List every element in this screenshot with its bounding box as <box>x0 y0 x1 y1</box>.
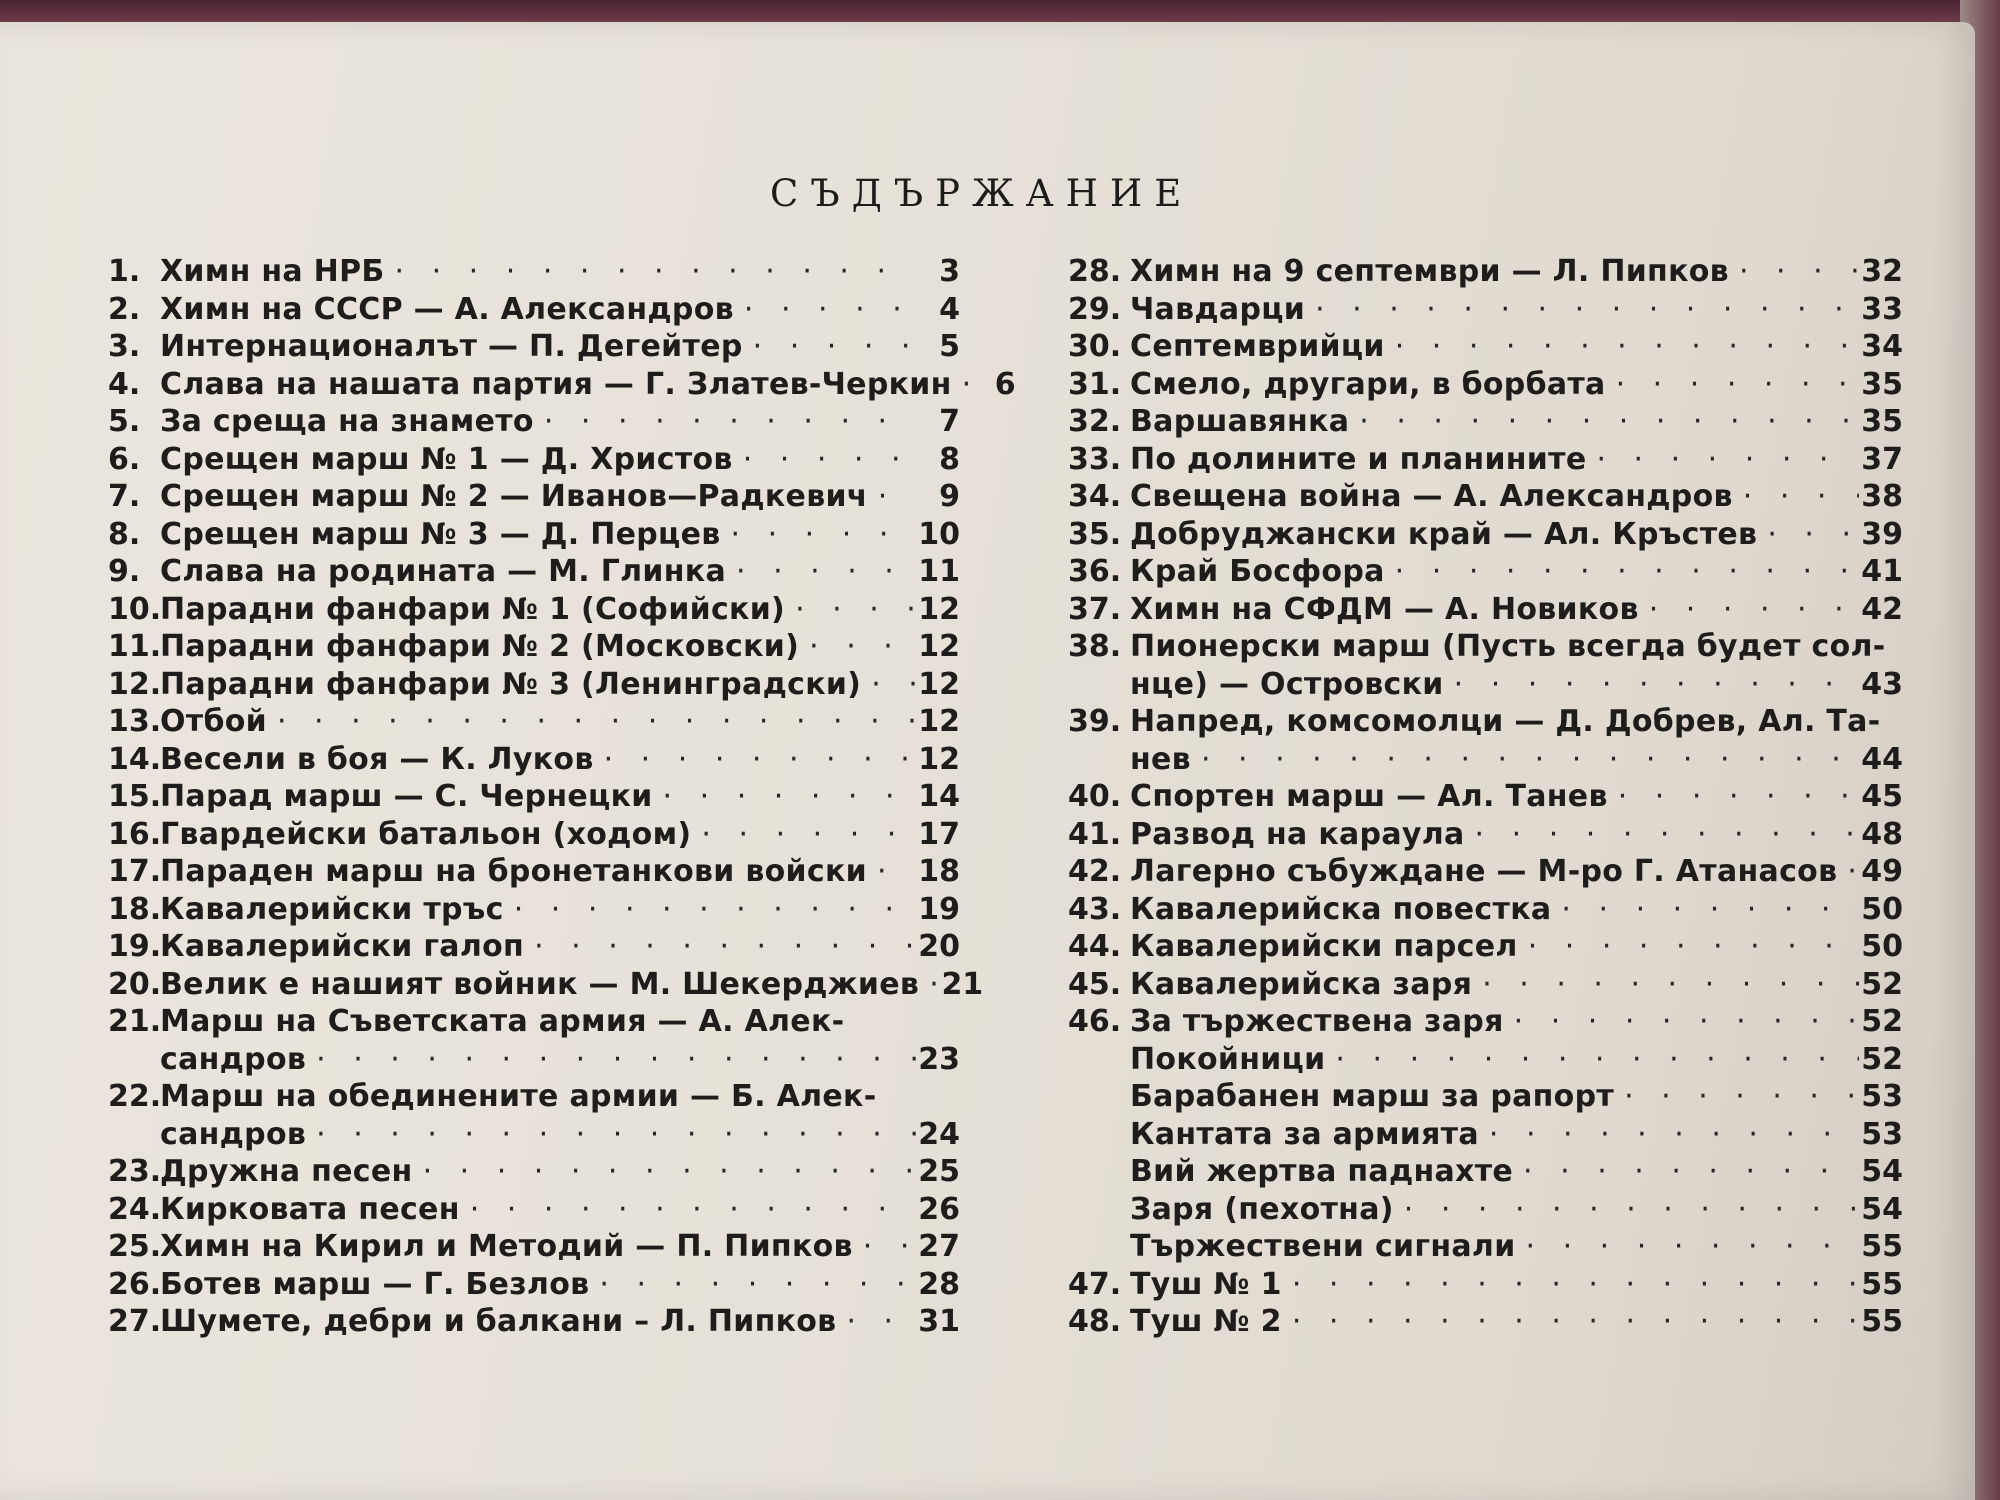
entry-number: 43. <box>1068 891 1122 927</box>
entry-page-number: 45 <box>1861 779 1903 814</box>
dot-leader <box>1516 1228 1859 1266</box>
contents-entry <box>108 666 960 704</box>
entry-page-number: 12 <box>918 704 960 739</box>
entry-page-number: 27 <box>918 1229 960 1264</box>
entry-page-number: 19 <box>918 891 960 927</box>
contents-left-column <box>108 253 1016 1341</box>
dot-leader <box>534 403 916 441</box>
entry-number: 7. <box>108 479 141 514</box>
contents-entry <box>1068 1116 1903 1154</box>
entry-page-number: 28 <box>918 1266 960 1302</box>
dot-leader <box>1349 403 1859 441</box>
entry-title: Развод на караула <box>1130 816 1465 852</box>
entry-page-number: 43 <box>1861 666 1903 702</box>
dot-leader <box>1733 478 1859 516</box>
entry-number: 4. <box>108 366 141 402</box>
entry-page-number: 9 <box>939 479 960 514</box>
entry-page-number: 55 <box>1861 1266 1903 1302</box>
dot-leader <box>1465 816 1859 854</box>
entry-page-number: 12 <box>918 629 960 664</box>
dot-leader <box>743 328 916 366</box>
contents-entry <box>1068 966 1903 1004</box>
entry-page-number: 31 <box>918 1304 960 1339</box>
entry-title: нев <box>1130 741 1191 777</box>
dot-leader <box>1479 1116 1859 1154</box>
entry-page-number: 10 <box>918 516 960 552</box>
dot-leader <box>868 478 916 516</box>
entry-number: 46. <box>1068 1004 1122 1039</box>
entry-title: сандров <box>160 1041 307 1077</box>
dot-leader <box>691 816 916 854</box>
entry-number: 30. <box>1068 329 1122 364</box>
contents-entry <box>1068 891 1903 929</box>
dot-leader <box>306 1116 916 1154</box>
dot-leader <box>733 441 916 479</box>
entry-page-number: 11 <box>918 554 960 589</box>
entry-title: Туш № 1 <box>1130 1266 1282 1302</box>
entry-number: 45. <box>1068 966 1122 1002</box>
entry-page-number: 14 <box>918 779 960 814</box>
dot-leader <box>1472 966 1859 1004</box>
contents-entry <box>108 478 960 516</box>
entry-title: Химн на НРБ <box>160 254 385 289</box>
entry-title: Кавалерийска заря <box>1130 966 1473 1002</box>
entry-page-number: 26 <box>918 1191 960 1227</box>
entry-page-number: 35 <box>1861 366 1903 402</box>
entry-number: 25. <box>108 1229 162 1264</box>
entry-title: Добруджански край — Ал. Кръстев <box>1130 516 1758 552</box>
contents-entry <box>1068 778 1903 816</box>
entry-title: За среща на знамето <box>160 404 534 439</box>
entry-number: 19. <box>108 929 162 964</box>
contents-entry <box>108 516 960 554</box>
contents-entry <box>108 1116 960 1154</box>
entry-number: 6. <box>108 441 141 477</box>
entry-number: 24. <box>108 1191 162 1227</box>
entry-title: Кантата за армията <box>1130 1116 1479 1152</box>
dot-leader <box>1551 891 1859 929</box>
contents-entry <box>108 441 960 479</box>
dot-leader <box>1614 1078 1859 1116</box>
entry-number: 39. <box>1068 704 1122 739</box>
contents-entry <box>1068 1003 1903 1041</box>
dot-leader <box>1608 778 1859 816</box>
entry-page-number: 52 <box>1861 966 1903 1002</box>
entry-number: 27. <box>108 1304 162 1339</box>
entry-number: 31. <box>1068 366 1122 402</box>
dot-leader <box>861 666 916 704</box>
entry-number: 33. <box>1068 441 1122 477</box>
entry-title: Срещен марш № 1 — Д. Христов <box>160 441 733 477</box>
entry-title: Весели в боя — К. Луков <box>160 741 594 777</box>
entry-page-number: 54 <box>1861 1191 1903 1227</box>
entry-page-number: 12 <box>918 666 960 702</box>
entry-title: Марш на Съветската армия — А. Алек- <box>160 1004 845 1039</box>
entry-page-number: 20 <box>918 929 960 964</box>
entry-title: За тържествена заря <box>1130 1004 1504 1039</box>
entry-page-number: 41 <box>1861 554 1903 589</box>
entry-number: 29. <box>1068 291 1122 327</box>
entry-title: Кавалерийски галоп <box>160 929 525 964</box>
dot-leader <box>1729 253 1859 291</box>
contents-entry <box>108 253 960 291</box>
entry-page-number: 50 <box>1861 891 1903 927</box>
entry-number: 16. <box>108 816 162 852</box>
contents-entry <box>1068 1303 1903 1341</box>
entry-title: Вий жертва паднахте <box>1130 1154 1514 1189</box>
entry-title: Слава на нашата партия — Г. Златев-Черкин <box>160 366 952 402</box>
dot-leader <box>1191 741 1859 779</box>
entry-title: Чавдарци <box>1130 291 1306 327</box>
contents-entry <box>1068 591 1903 629</box>
entry-page-number: 7 <box>939 404 960 439</box>
contents-entry <box>1068 1153 1903 1191</box>
entry-title: Отбой <box>160 704 267 739</box>
contents-entry <box>1068 1078 1903 1116</box>
entry-number: 41. <box>1068 816 1122 852</box>
contents-entry <box>1068 928 1903 966</box>
entry-page-number: 52 <box>1861 1004 1903 1039</box>
entry-page-number: 39 <box>1861 516 1903 552</box>
entry-title: Край Босфора <box>1130 554 1385 589</box>
contents-entry <box>1068 628 1903 666</box>
entry-number: 34. <box>1068 479 1122 514</box>
entry-title: Химн на Кирил и Методий — П. Пипков <box>160 1229 853 1264</box>
entry-title: Химн на СССР — А. Александров <box>160 291 734 327</box>
entry-title: Интернационалът — П. Дегейтер <box>160 329 743 364</box>
dot-leader <box>919 966 939 1004</box>
contents-entry <box>108 891 960 929</box>
contents-entry <box>108 928 960 966</box>
contents-entry <box>108 591 960 629</box>
contents-entry <box>108 1191 960 1229</box>
contents-entry <box>108 291 960 329</box>
contents-entry <box>1068 253 1903 291</box>
contents-entry <box>1068 666 1903 704</box>
dot-leader <box>867 853 916 891</box>
dot-leader <box>1513 1153 1859 1191</box>
contents-entry <box>1068 703 1903 741</box>
entry-number: 2. <box>108 291 141 327</box>
contents-entry <box>108 1078 960 1116</box>
entry-title: Слава на родината — М. Глинка <box>160 554 726 589</box>
entry-title: Ботев марш — Г. Безлов <box>160 1266 590 1302</box>
contents-entry <box>108 1266 960 1304</box>
dot-leader <box>267 703 916 741</box>
entry-title: Гвардейски батальон (ходом) <box>160 816 692 852</box>
entry-number: 9. <box>108 554 141 589</box>
dot-leader <box>853 1228 916 1266</box>
entry-title: Кавалерийски тръс <box>160 891 504 927</box>
contents-entry <box>1068 478 1903 516</box>
entry-title: Покойници <box>1130 1041 1326 1077</box>
contents-entry <box>108 628 960 666</box>
contents-entry <box>1068 366 1903 404</box>
entry-title: Варшавянка <box>1130 404 1350 439</box>
entry-title: Заря (пехотна) <box>1130 1191 1394 1227</box>
entry-number: 13. <box>108 704 162 739</box>
entry-number: 15. <box>108 779 162 814</box>
dot-leader <box>1385 328 1859 366</box>
dot-leader <box>1325 1041 1859 1079</box>
entry-page-number: 12 <box>918 741 960 777</box>
entry-title: Смело, другари, в борбата <box>1130 366 1606 402</box>
entry-title: Кавалерийски парсел <box>1130 929 1518 964</box>
page-title: СЪДЪРЖАНИЕ <box>770 172 1194 215</box>
entry-title: Параден марш на бронетанкови войски <box>160 854 867 889</box>
entry-number: 18. <box>108 891 162 927</box>
entry-page-number: 52 <box>1861 1041 1903 1077</box>
contents-entry <box>108 1228 960 1266</box>
entry-number: 42. <box>1068 854 1122 889</box>
contents-entry <box>1068 553 1903 591</box>
contents-entry <box>1068 816 1903 854</box>
entry-title: Парад марш — С. Чернецки <box>160 779 653 814</box>
entry-number: 38. <box>1068 629 1122 664</box>
entry-number: 36. <box>1068 554 1122 589</box>
entry-page-number: 44 <box>1861 741 1903 777</box>
entry-page-number: 6 <box>994 366 1016 402</box>
entry-title: Химн на 9 септември — Л. Пипков <box>1130 254 1729 289</box>
entry-page-number: 8 <box>939 441 960 477</box>
entry-title: Пионерски марш (Пусть всегда будет сол- <box>1130 629 1886 664</box>
contents-entry <box>108 403 960 441</box>
dot-leader <box>1757 516 1859 554</box>
entry-title: Напред, комсомолци — Д. Добрев, Ал. Та- <box>1130 704 1881 739</box>
contents-entry <box>108 366 1016 404</box>
entry-number: 14. <box>108 741 162 777</box>
dot-leader <box>306 1041 916 1079</box>
entry-number: 47. <box>1068 1266 1122 1302</box>
entry-number: 1. <box>108 254 141 289</box>
dot-leader <box>1639 591 1859 629</box>
entry-title: Химн на СФДМ — А. Новиков <box>1130 591 1639 627</box>
dot-leader <box>1282 1303 1859 1341</box>
entry-number: 17. <box>108 854 162 889</box>
entry-page-number: 18 <box>918 854 960 889</box>
entry-title: Лагерно събуждане — М-ро Г. Атанасов <box>1130 854 1838 889</box>
entry-number: 12. <box>108 666 162 702</box>
entry-page-number: 38 <box>1861 479 1903 514</box>
dot-leader <box>799 628 916 666</box>
contents-right-column <box>1068 253 1903 1341</box>
contents-entry <box>1068 291 1903 329</box>
dot-leader <box>504 891 916 929</box>
dot-leader <box>460 1191 916 1229</box>
entry-page-number: 33 <box>1861 291 1903 327</box>
entry-title: Спортен марш — Ал. Танев <box>1130 779 1608 814</box>
dot-leader <box>594 741 916 779</box>
entry-page-number: 25 <box>918 1154 960 1189</box>
contents-entry <box>1068 441 1903 479</box>
contents-entry <box>1068 853 1903 891</box>
entry-page-number: 5 <box>939 329 960 364</box>
entry-number: 8. <box>108 516 141 552</box>
entry-number: 44. <box>1068 929 1122 964</box>
entry-number: 21. <box>108 1004 162 1039</box>
entry-page-number: 24 <box>918 1116 960 1152</box>
dot-leader <box>413 1153 916 1191</box>
entry-title: Свещена война — А. Александров <box>1130 479 1733 514</box>
entry-number: 3. <box>108 329 141 364</box>
dot-leader <box>836 1303 916 1341</box>
entry-page-number: 4 <box>939 291 960 327</box>
dot-leader <box>785 591 916 629</box>
entry-title: Парадни фанфари № 3 (Ленинградски) <box>160 666 862 702</box>
contents-entry <box>108 703 960 741</box>
entry-page-number: 42 <box>1861 591 1903 627</box>
dot-leader <box>1837 853 1859 891</box>
dot-leader <box>1606 366 1859 404</box>
dot-leader <box>1385 553 1859 591</box>
contents-entry <box>1068 1266 1903 1304</box>
entry-title: Дружна песен <box>160 1154 413 1189</box>
contents-entry <box>108 1003 960 1041</box>
entry-number: 20. <box>108 966 162 1002</box>
contents-entry <box>108 328 960 366</box>
dot-leader <box>1586 441 1859 479</box>
entry-page-number: 3 <box>939 254 960 289</box>
dot-leader <box>1518 928 1859 966</box>
entry-page-number: 12 <box>918 591 960 627</box>
entry-title: Тържествени сигнали <box>1130 1229 1516 1264</box>
contents-entry <box>108 1041 960 1079</box>
contents-entry <box>1068 516 1903 554</box>
contents-entry <box>108 553 960 591</box>
entry-number: 22. <box>108 1079 162 1114</box>
entry-title: Септемврийци <box>1130 329 1385 364</box>
entry-title: Срещен марш № 2 — Иванов—Радкевич <box>160 479 868 514</box>
entry-page-number: 23 <box>918 1041 960 1077</box>
entry-title: Парадни фанфари № 1 (Софийски) <box>160 591 786 627</box>
dot-leader <box>721 516 916 554</box>
entry-page-number: 21 <box>941 966 984 1002</box>
entry-page-number: 50 <box>1861 929 1903 964</box>
entry-number: 11. <box>108 629 162 664</box>
contents-entry <box>108 741 960 779</box>
entry-title: нце) — Островски <box>1130 666 1444 702</box>
dot-leader <box>385 253 916 291</box>
contents-entry <box>108 853 960 891</box>
entry-number: 26. <box>108 1266 162 1302</box>
entry-page-number: 48 <box>1861 816 1903 852</box>
contents-entry <box>108 778 960 816</box>
dot-leader <box>524 928 916 966</box>
entry-page-number: 55 <box>1861 1229 1903 1264</box>
dot-leader <box>952 366 972 404</box>
entry-title: По долините и планините <box>1130 441 1587 477</box>
entry-page-number: 17 <box>918 816 960 852</box>
entry-page-number: 55 <box>1861 1304 1903 1339</box>
entry-number: 23. <box>108 1154 162 1189</box>
entry-title: Кавалерийска повестка <box>1130 891 1552 927</box>
entry-number: 35. <box>1068 516 1122 552</box>
entry-title: Марш на обединените армии — Б. Алек- <box>160 1079 877 1114</box>
entry-title: Велик е нашият войник — М. Шекерджиев <box>160 966 920 1002</box>
entry-number: 40. <box>1068 779 1122 814</box>
entry-page-number: 34 <box>1861 329 1903 364</box>
entry-page-number: 53 <box>1861 1079 1903 1114</box>
entry-number: 48. <box>1068 1304 1122 1339</box>
entry-title: Туш № 2 <box>1130 1304 1282 1339</box>
contents-entry <box>1068 1191 1903 1229</box>
contents-entry <box>108 966 984 1004</box>
entry-title: Шумете, дебри и балкани – Л. Пипков <box>160 1304 837 1339</box>
entry-title: сандров <box>160 1116 307 1152</box>
dot-leader <box>726 553 916 591</box>
entry-page-number: 35 <box>1861 404 1903 439</box>
contents-entry <box>108 1303 960 1341</box>
entry-number: 28. <box>1068 254 1122 289</box>
contents-entry <box>1068 328 1903 366</box>
entry-page-number: 32 <box>1861 254 1903 289</box>
dot-leader <box>589 1266 916 1304</box>
contents-entry <box>1068 741 1903 779</box>
entry-title: Парадни фанфари № 2 (Московски) <box>160 629 800 664</box>
entry-page-number: 54 <box>1861 1154 1903 1189</box>
dot-leader <box>653 778 916 816</box>
entry-number: 10. <box>108 591 162 627</box>
contents-entry <box>108 1153 960 1191</box>
dot-leader <box>1282 1266 1859 1304</box>
entry-page-number: 53 <box>1861 1116 1903 1152</box>
dot-leader <box>734 291 916 329</box>
entry-page-number: 49 <box>1861 854 1903 889</box>
contents-entry <box>1068 1228 1903 1266</box>
entry-title: Срещен марш № 3 — Д. Перцев <box>160 516 721 552</box>
entry-title: Кирковата песен <box>160 1191 460 1227</box>
dot-leader <box>1305 291 1859 329</box>
contents-entry <box>108 816 960 854</box>
contents-entry <box>1068 403 1903 441</box>
entry-number: 32. <box>1068 404 1122 439</box>
contents-entry <box>1068 1041 1903 1079</box>
entry-number: 5. <box>108 404 141 439</box>
entry-page-number: 37 <box>1861 441 1903 477</box>
dot-leader <box>1504 1003 1859 1041</box>
entry-number: 37. <box>1068 591 1122 627</box>
entry-title: Барабанен марш за рапорт <box>1130 1079 1615 1114</box>
dot-leader <box>1444 666 1859 704</box>
dot-leader <box>1394 1191 1859 1229</box>
